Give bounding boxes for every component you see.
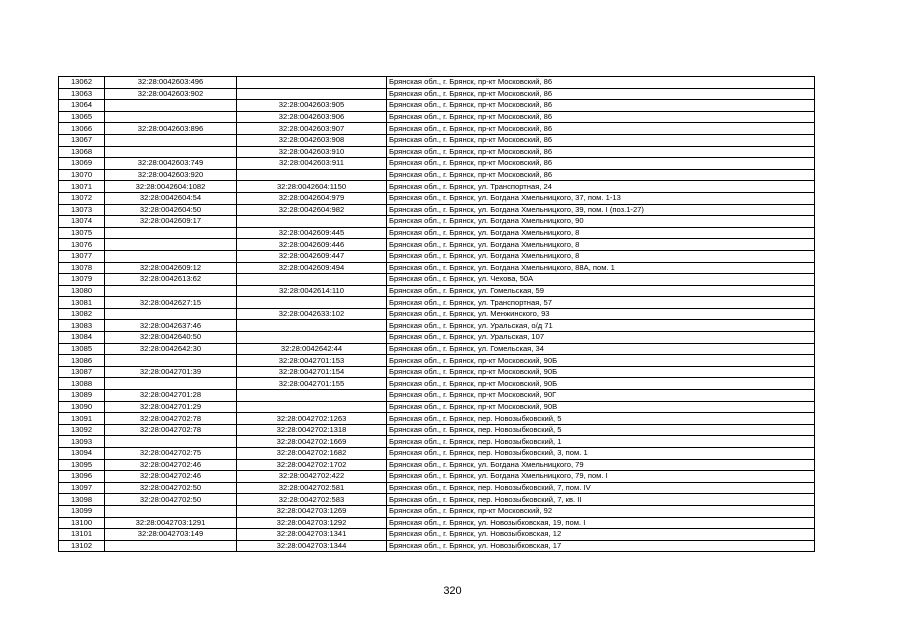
row-number-cell: 13096 [59,471,105,483]
table-row [59,77,815,89]
object-cadastral-number-cell: 32:28:0042609:447 [237,250,387,262]
row-number-cell: 13088 [59,378,105,390]
address-cell: Брянская обл., г. Брянск, ул. Гомельская, 34 [387,343,815,355]
address-cell: Брянская обл., г. Брянск, пр-кт Московский, 86 [387,100,815,112]
object-cadastral-number-cell: 32:28:0042703:1269 [237,505,387,517]
row-number-cell: 13083 [59,320,105,332]
row-number-cell: 13065 [59,111,105,123]
object-cadastral-number-cell: 32:28:0042603:908 [237,134,387,146]
table-row [59,308,815,320]
row-number-cell: 13073 [59,204,105,216]
address-cell: Брянская обл., г. Брянск, ул. Богдана Хмельницкого, 8 [387,227,815,239]
cadastral-number-cell [105,540,237,552]
cadastral-number-cell: 32:28:0042603:920 [105,169,237,181]
row-number-cell: 13094 [59,448,105,460]
cadastral-number-cell [105,378,237,390]
object-cadastral-number-cell: 32:28:0042603:906 [237,111,387,123]
object-cadastral-number-cell: 32:28:0042703:1344 [237,540,387,552]
row-number-cell: 13076 [59,239,105,251]
row-number-cell: 13068 [59,146,105,158]
object-cadastral-number-cell: 32:28:0042609:445 [237,227,387,239]
cadastral-number-cell [105,239,237,251]
address-cell: Брянская обл., г. Брянск, ул. Транспортная, 24 [387,181,815,193]
table-row [59,88,815,100]
table-row [59,239,815,251]
row-number-cell: 13081 [59,297,105,309]
address-cell: Брянская обл., г. Брянск, пр-кт Московский, 86 [387,77,815,89]
row-number-cell: 13070 [59,169,105,181]
cadastral-number-cell: 32:28:0042702:75 [105,448,237,460]
table-row [59,181,815,193]
cadastral-number-cell [105,146,237,158]
table-row [59,250,815,262]
table-row [59,343,815,355]
cadastral-number-cell [105,308,237,320]
row-number-cell: 13087 [59,366,105,378]
object-cadastral-number-cell: 32:28:0042603:907 [237,123,387,135]
object-cadastral-number-cell: 32:28:0042609:494 [237,262,387,274]
table-row [59,413,815,425]
row-number-cell: 13093 [59,436,105,448]
object-cadastral-number-cell: 32:28:0042603:911 [237,158,387,170]
table-row [59,158,815,170]
cadastral-number-cell [105,505,237,517]
address-cell: Брянская обл., г. Брянск, пр-кт Московский, 86 [387,146,815,158]
row-number-cell: 13090 [59,401,105,413]
object-cadastral-number-cell: 32:28:0042604:1150 [237,181,387,193]
address-cell: Брянская обл., г. Брянск, пр-кт Московский, 86 [387,111,815,123]
object-cadastral-number-cell: 32:28:0042702:1702 [237,459,387,471]
address-cell: Брянская обл., г. Брянск, пер. Новозыбковский, 7, кв. II [387,494,815,506]
address-cell: Брянская обл., г. Брянск, пр-кт Московский, 92 [387,505,815,517]
cadastral-number-cell: 32:28:0042701:28 [105,390,237,402]
cadastral-number-cell: 32:28:0042609:17 [105,216,237,228]
cadastral-number-cell: 32:28:0042613:62 [105,274,237,286]
address-cell: Брянская обл., г. Брянск, ул. Богдана Хмельницкого, 79 [387,459,815,471]
row-number-cell: 13072 [59,192,105,204]
cadastral-number-cell: 32:28:0042603:496 [105,77,237,89]
cadastral-number-cell: 32:28:0042701:29 [105,401,237,413]
cadastral-number-cell [105,100,237,112]
cadastral-number-cell [105,355,237,367]
address-cell: Брянская обл., г. Брянск, ул. Богдана Хмельницкого, 39, пом. I (поз.1-27) [387,204,815,216]
table-row [59,390,815,402]
address-cell: Брянская обл., г. Брянск, ул. Менжинского, 93 [387,308,815,320]
table-row [59,471,815,483]
cadastral-number-cell [105,111,237,123]
object-cadastral-number-cell: 32:28:0042702:581 [237,482,387,494]
row-number-cell: 13102 [59,540,105,552]
cadastral-number-cell: 32:28:0042703:1291 [105,517,237,529]
table-row [59,111,815,123]
address-cell: Брянская обл., г. Брянск, пр-кт Московский, 86 [387,169,815,181]
table-row [59,169,815,181]
row-number-cell: 13062 [59,77,105,89]
object-cadastral-number-cell: 32:28:0042633:102 [237,308,387,320]
address-cell: Брянская обл., г. Брянск, ул. Богдана Хмельницкого, 88А, пом. 1 [387,262,815,274]
registry-table-container [58,76,814,552]
table-row [59,192,815,204]
row-number-cell: 13067 [59,134,105,146]
table-row [59,482,815,494]
address-cell: Брянская обл., г. Брянск, пр-кт Московский, 90Б [387,366,815,378]
table-row [59,424,815,436]
table-row [59,332,815,344]
table-row [59,529,815,541]
row-number-cell: 13085 [59,343,105,355]
object-cadastral-number-cell [237,216,387,228]
cadastral-number-cell: 32:28:0042701:39 [105,366,237,378]
table-row [59,448,815,460]
row-number-cell: 13066 [59,123,105,135]
object-cadastral-number-cell: 32:28:0042604:982 [237,204,387,216]
registry-table-body [59,77,815,552]
row-number-cell: 13091 [59,413,105,425]
cadastral-number-cell: 32:28:0042627:15 [105,297,237,309]
address-cell: Брянская обл., г. Брянск, пр-кт Московский, 90Г [387,390,815,402]
object-cadastral-number-cell: 32:28:0042642:44 [237,343,387,355]
cadastral-number-cell: 32:28:0042702:50 [105,482,237,494]
address-cell: Брянская обл., г. Брянск, пер. Новозыбковский, 3, пом. 1 [387,448,815,460]
row-number-cell: 13079 [59,274,105,286]
object-cadastral-number-cell [237,77,387,89]
row-number-cell: 13064 [59,100,105,112]
table-row [59,297,815,309]
table-row [59,216,815,228]
address-cell: Брянская обл., г. Брянск, ул. Чехова, 50А [387,274,815,286]
object-cadastral-number-cell: 32:28:0042703:1341 [237,529,387,541]
object-cadastral-number-cell: 32:28:0042701:154 [237,366,387,378]
cadastral-number-cell [105,436,237,448]
table-row [59,227,815,239]
address-cell: Брянская обл., г. Брянск, пр-кт Московский, 86 [387,88,815,100]
table-row [59,459,815,471]
cadastral-number-cell: 32:28:0042604:50 [105,204,237,216]
cadastral-number-cell: 32:28:0042603:896 [105,123,237,135]
row-number-cell: 13092 [59,424,105,436]
cadastral-number-cell [105,227,237,239]
table-row [59,123,815,135]
table-row [59,355,815,367]
row-number-cell: 13071 [59,181,105,193]
row-number-cell: 13099 [59,505,105,517]
object-cadastral-number-cell: 32:28:0042702:1318 [237,424,387,436]
row-number-cell: 13074 [59,216,105,228]
address-cell: Брянская обл., г. Брянск, пер. Новозыбковский, 5 [387,413,815,425]
cadastral-number-cell: 32:28:0042702:46 [105,459,237,471]
table-row [59,320,815,332]
table-row [59,204,815,216]
address-cell: Брянская обл., г. Брянск, пр-кт Московский, 86 [387,123,815,135]
row-number-cell: 13095 [59,459,105,471]
registry-table [58,76,815,552]
object-cadastral-number-cell: 32:28:0042702:1263 [237,413,387,425]
object-cadastral-number-cell [237,332,387,344]
address-cell: Брянская обл., г. Брянск, ул. Богдана Хмельницкого, 37, пом. 1-13 [387,192,815,204]
address-cell: Брянская обл., г. Брянск, ул. Уральская, о/д 71 [387,320,815,332]
object-cadastral-number-cell: 32:28:0042701:155 [237,378,387,390]
table-row [59,262,815,274]
object-cadastral-number-cell: 32:28:0042609:446 [237,239,387,251]
object-cadastral-number-cell: 32:28:0042702:422 [237,471,387,483]
cadastral-number-cell: 32:28:0042702:46 [105,471,237,483]
table-row [59,378,815,390]
object-cadastral-number-cell [237,320,387,332]
table-row [59,494,815,506]
table-row [59,100,815,112]
object-cadastral-number-cell: 32:28:0042701:153 [237,355,387,367]
cadastral-number-cell: 32:28:0042603:749 [105,158,237,170]
cadastral-number-cell: 32:28:0042637:46 [105,320,237,332]
object-cadastral-number-cell [237,274,387,286]
address-cell: Брянская обл., г. Брянск, пер. Новозыбковский, 5 [387,424,815,436]
object-cadastral-number-cell: 32:28:0042702:1682 [237,448,387,460]
row-number-cell: 13063 [59,88,105,100]
object-cadastral-number-cell [237,169,387,181]
row-number-cell: 13089 [59,390,105,402]
address-cell: Брянская обл., г. Брянск, пр-кт Московский, 86 [387,134,815,146]
object-cadastral-number-cell: 32:28:0042702:1669 [237,436,387,448]
table-row [59,285,815,297]
table-row [59,366,815,378]
object-cadastral-number-cell [237,297,387,309]
row-number-cell: 13097 [59,482,105,494]
row-number-cell: 13084 [59,332,105,344]
row-number-cell: 13086 [59,355,105,367]
cadastral-number-cell: 32:28:0042702:78 [105,413,237,425]
cadastral-number-cell [105,250,237,262]
cadastral-number-cell: 32:28:0042703:149 [105,529,237,541]
row-number-cell: 13082 [59,308,105,320]
cadastral-number-cell: 32:28:0042702:50 [105,494,237,506]
row-number-cell: 13100 [59,517,105,529]
object-cadastral-number-cell: 32:28:0042603:910 [237,146,387,158]
table-row [59,505,815,517]
address-cell: Брянская обл., г. Брянск, ул. Транспортная, 57 [387,297,815,309]
address-cell: Брянская обл., г. Брянск, ул. Новозыбковская, 12 [387,529,815,541]
table-row [59,517,815,529]
address-cell: Брянская обл., г. Брянск, ул. Богдана Хмельницкого, 8 [387,250,815,262]
cadastral-number-cell: 32:28:0042702:78 [105,424,237,436]
object-cadastral-number-cell [237,88,387,100]
object-cadastral-number-cell: 32:28:0042702:583 [237,494,387,506]
address-cell: Брянская обл., г. Брянск, ул. Богдана Хмельницкого, 90 [387,216,815,228]
object-cadastral-number-cell: 32:28:0042603:905 [237,100,387,112]
cadastral-number-cell [105,134,237,146]
address-cell: Брянская обл., г. Брянск, пр-кт Московский, 90Б [387,378,815,390]
address-cell: Брянская обл., г. Брянск, пр-кт Московский, 86 [387,158,815,170]
row-number-cell: 13101 [59,529,105,541]
address-cell: Брянская обл., г. Брянск, ул. Богдана Хмельницкого, 8 [387,239,815,251]
cadastral-number-cell: 32:28:0042642:30 [105,343,237,355]
address-cell: Брянская обл., г. Брянск, пер. Новозыбковский, 1 [387,436,815,448]
cadastral-number-cell: 32:28:0042604:1082 [105,181,237,193]
row-number-cell: 13075 [59,227,105,239]
object-cadastral-number-cell: 32:28:0042703:1292 [237,517,387,529]
row-number-cell: 13098 [59,494,105,506]
object-cadastral-number-cell [237,390,387,402]
table-row [59,274,815,286]
address-cell: Брянская обл., г. Брянск, ул. Богдана Хмельницкого, 79, пом. I [387,471,815,483]
cadastral-number-cell: 32:28:0042609:12 [105,262,237,274]
cadastral-number-cell: 32:28:0042640:50 [105,332,237,344]
table-row [59,436,815,448]
cadastral-number-cell [105,285,237,297]
address-cell: Брянская обл., г. Брянск, пр-кт Московский, 90В [387,401,815,413]
table-row [59,540,815,552]
row-number-cell: 13077 [59,250,105,262]
page-number: 320 [443,585,462,597]
address-cell: Брянская обл., г. Брянск, ул. Новозыбковская, 17 [387,540,815,552]
address-cell: Брянская обл., г. Брянск, пр-кт Московский, 90Б [387,355,815,367]
address-cell: Брянская обл., г. Брянск, пер. Новозыбковский, 7, пом. IV [387,482,815,494]
cadastral-number-cell: 32:28:0042604:54 [105,192,237,204]
address-cell: Брянская обл., г. Брянск, ул. Уральская, 107 [387,332,815,344]
object-cadastral-number-cell: 32:28:0042614:110 [237,285,387,297]
table-row [59,146,815,158]
object-cadastral-number-cell [237,401,387,413]
table-row [59,401,815,413]
address-cell: Брянская обл., г. Брянск, ул. Гомельская, 59 [387,285,815,297]
cadastral-number-cell: 32:28:0042603:902 [105,88,237,100]
row-number-cell: 13080 [59,285,105,297]
row-number-cell: 13078 [59,262,105,274]
row-number-cell: 13069 [59,158,105,170]
object-cadastral-number-cell: 32:28:0042604:979 [237,192,387,204]
table-row [59,134,815,146]
address-cell: Брянская обл., г. Брянск, ул. Новозыбковская, 19, пом. I [387,517,815,529]
